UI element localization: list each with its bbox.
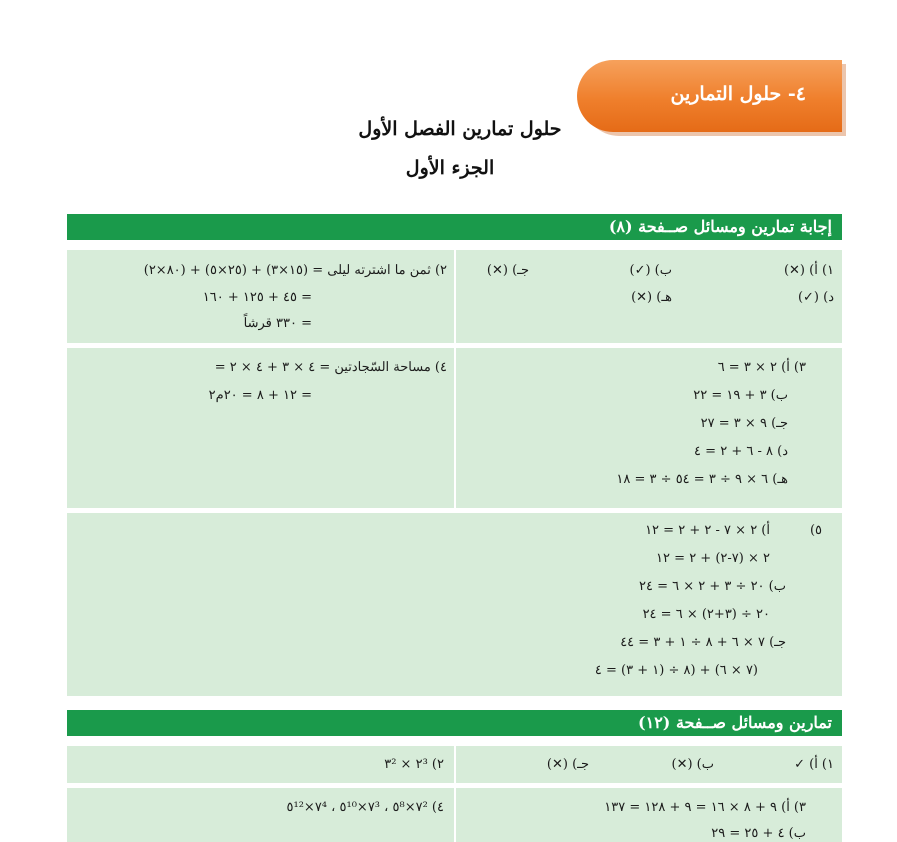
q2-line-3: = ٣٣٠ قرشاً (243, 316, 312, 331)
q2-line-1: ٢) ثمن ما اشترته ليلى = (١٥×٣) + (٢٥×٥) + (٨٠×٢) (143, 263, 447, 278)
q5-number: ٥) (809, 523, 822, 538)
answer-row-2 (67, 348, 842, 508)
q5-line-4: ٢٠ ÷ (٣+٢) × ٦ = ٢٤ (642, 607, 770, 622)
exercise-row-1 (67, 746, 842, 783)
q3-b: ب) ٣ + ١٩ = ٢٢ (693, 388, 788, 403)
ex1-a: ١) أ) ✓ (794, 757, 834, 772)
q5-line-6: (٧ × ٦) + (٨ ÷ (١ + ٣) = ٤ (594, 663, 758, 678)
ex3-b: ب) ٤ + ٢٥ = ٢٩ (711, 826, 806, 841)
q4-line-1: ٤) مساحة السّجادتين = ٤ × ٣ + ٤ × ٢ = (214, 360, 447, 375)
part-heading: الجزء الأول (405, 157, 495, 179)
column-divider (454, 746, 456, 783)
section-tab (577, 60, 842, 132)
q1-e: هـ) (✕) (631, 290, 672, 305)
column-divider (454, 250, 456, 343)
ex1-b: ب) (✕) (671, 757, 714, 772)
ex1-c: جـ) (✕) (546, 757, 589, 772)
q3-c: جـ) ٩ × ٣ = ٢٧ (700, 416, 788, 431)
chapter-heading: حلول تمارين الفصل الأول (358, 118, 562, 140)
section-bar-page-12: تمارين ومسائل صــفحة (١٢) (67, 710, 842, 736)
exercise-row-2 (67, 788, 842, 842)
q3-a: ٣) أ) ٢ × ٣ = ٦ (717, 360, 806, 375)
q5-line-1: أ) ٢ × ٧ - ٢ + ٢ = ١٢ (645, 523, 770, 538)
q1-d: د) (✓) (797, 290, 834, 305)
section-tab-title: ٤- حلول التمارين (670, 83, 806, 105)
column-divider (454, 788, 456, 842)
q5-line-3: ب) ٢٠ ÷ ٣ + ٢ × ٦ = ٢٤ (638, 579, 786, 594)
answer-row-3 (67, 513, 842, 696)
q5-line-2: ٢ × (٧-٢) + ٢ = ١٢ (656, 551, 770, 566)
ex3-a: ٣) أ) ٩ + ٨ × ١٦ = ٩ + ١٢٨ = ١٣٧ (604, 800, 806, 815)
q4-line-2: = ١٢ + ٨ = ٢٠م٢ (208, 388, 312, 403)
q3-e: هـ) ٦ × ٩ ÷ ٣ = ٥٤ ÷ ٣ = ١٨ (616, 472, 788, 487)
q3-d: د) ٨ - ٦ + ٢ = ٤ (694, 444, 788, 459)
q1-a: ١) أ) (✕) (783, 263, 834, 278)
ex2: ٢) ٢³ × ٣² (384, 757, 444, 772)
q1-b: ب) (✓) (629, 263, 672, 278)
q1-c: جـ) (✕) (486, 263, 529, 278)
section-bar-page-8: إجابة تمارين ومسائل صــفحة (٨) (67, 214, 842, 240)
answer-row-1 (67, 250, 842, 343)
q5-line-5: جـ) ٧ × ٦ + ٨ ÷ ١ + ٣ = ٤٤ (620, 635, 786, 650)
q2-line-2: = ٤٥ + ١٢٥ + ١٦٠ (202, 290, 312, 305)
column-divider (454, 348, 456, 508)
ex4: ٤) ٧²×٥⁸ ، ٧³×٥¹⁰ ، ٧⁴×٥¹² (286, 800, 444, 815)
